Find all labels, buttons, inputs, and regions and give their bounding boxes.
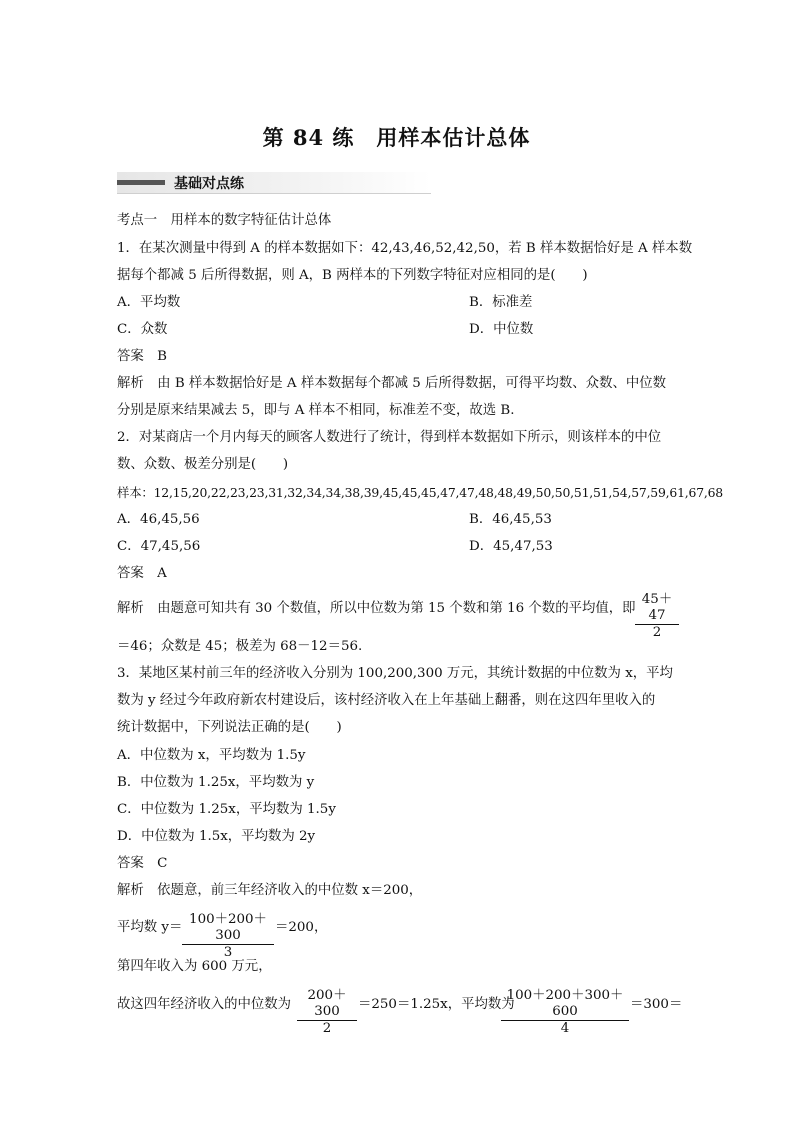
q3-answer: 答案 C [117,856,168,871]
q3-explanation-line4-prefix: 故这四年经济收入的中位数为 [117,997,292,1012]
q1-stem-line2: 据每个都减 5 后所得数据，则 A，B 两样本的下列数字特征对应相同的是( ) [117,268,588,283]
fraction-denominator: 2 [652,625,662,640]
fraction-numerator: 100＋200＋300 [182,912,274,945]
q2-option-c: C．47,45,56 [117,539,201,554]
q2-option-a: A．46,45,56 [117,512,200,527]
q3-explanation-line4-middle: ＝250＝1.25x，平均数为 [358,997,515,1012]
section-label: 基础对点练 [174,176,244,192]
title-topic: 用样本估计总体 [376,125,531,150]
q2-sample-data: 样本：12,15,20,22,23,23,31,32,34,34,38,39,45,45,45,47,47,48,48,49,50,50,51,51,54,57,59,61,67,68 [117,485,723,500]
q1-options-row1 [117,294,533,312]
fraction-denominator: 4 [560,1021,570,1036]
q1-option-a: A．平均数 [117,295,181,310]
q2-stem-line1: 2．对某商店一个月内每天的顾客人数进行了统计，得到样本数据如下所示，则该样本的中位 [117,430,662,445]
fraction-numerator: 200＋300 [297,988,357,1021]
q2-explanation-line1: 解析 由题意可知共有 30 个数值，所以中位数为第 15 个数和第 16 个数的平均值，即 [117,601,636,616]
q1-option-b: B．标准差 [469,295,533,310]
fraction-denominator: 3 [223,945,233,960]
topic-heading: 考点一 用样本的数字特征估计总体 [117,213,332,228]
q1-option-d: D．中位数 [469,322,534,337]
fraction-numerator: 100＋200＋300＋600 [501,988,629,1021]
q2-stem-line2: 数、众数、极差分别是( ) [117,457,289,472]
q3-stem-line3: 统计数据中，下列说法正确的是( ) [117,720,342,735]
q2-median-fraction [635,592,679,641]
q3-explanation-line1: 解析 依题意，前三年经济收入的中位数 x＝200， [117,883,423,898]
q2-option-d: D．45,47,53 [469,539,553,554]
q2-options-row1 [117,511,552,529]
q3-stem-line2: 数为 y 经过今年政府新农村建设后，该村经济收入在上年基础上翻番，则在这四年里收入的 [117,693,656,708]
q1-stem-line1: 1．在某次测量中得到 A 的样本数据如下：42,43,46,52,42,50，若 B 样本数据恰好是 A 样本数 [117,241,693,256]
q3-explanation-line4-suffix: ＝300＝ [630,997,683,1012]
q3-option-d: D．中位数为 1.5x，平均数为 2y [117,829,316,844]
q2-answer: 答案 A [117,566,167,581]
section-bar-icon [117,180,165,185]
q3-option-c: C．中位数为 1.25x，平均数为 1.5y [117,802,336,817]
q1-explanation-line2: 分别是原来结果减去 5，即与 A 样本不相同，标准差不变，故选 B. [117,403,515,418]
q3-option-b: B．中位数为 1.25x，平均数为 y [117,775,315,790]
q2-explanation-line2: ＝46；众数是 45；极差为 68－12＝56. [117,639,363,654]
q3-explanation-line2-prefix: 平均数 y＝ [117,920,183,935]
title-lesson-number: 第 84 练 [262,125,355,150]
section-header [117,172,431,194]
q3-four-year-mean-fraction [501,988,629,1037]
q2-option-b: B．46,45,53 [469,512,552,527]
q1-explanation-line1: 解析 由 B 样本数据恰好是 A 样本数据每个都减 5 后所得数据，可得平均数、众数、中位数 [117,376,667,391]
fraction-denominator: 2 [322,1021,332,1036]
q2-options-row2 [117,538,553,556]
q3-stem-line1: 3．某地区某村前三年的经济收入分别为 100,200,300 万元，其统计数据的中位数为 x，平均 [117,666,673,681]
q1-answer: 答案 B [117,349,168,364]
q3-mean-fraction [182,912,274,961]
q3-explanation-line3: 第四年收入为 600 万元， [117,959,272,974]
q3-explanation-line2-suffix: ＝200， [275,920,328,935]
q1-options-row2 [117,321,534,339]
q1-option-c: C．众数 [117,322,168,337]
fraction-numerator: 45＋47 [635,592,679,625]
q3-option-a: A．中位数为 x，平均数为 1.5y [117,748,306,763]
page-title [0,122,793,152]
q3-median-fraction [297,988,357,1037]
